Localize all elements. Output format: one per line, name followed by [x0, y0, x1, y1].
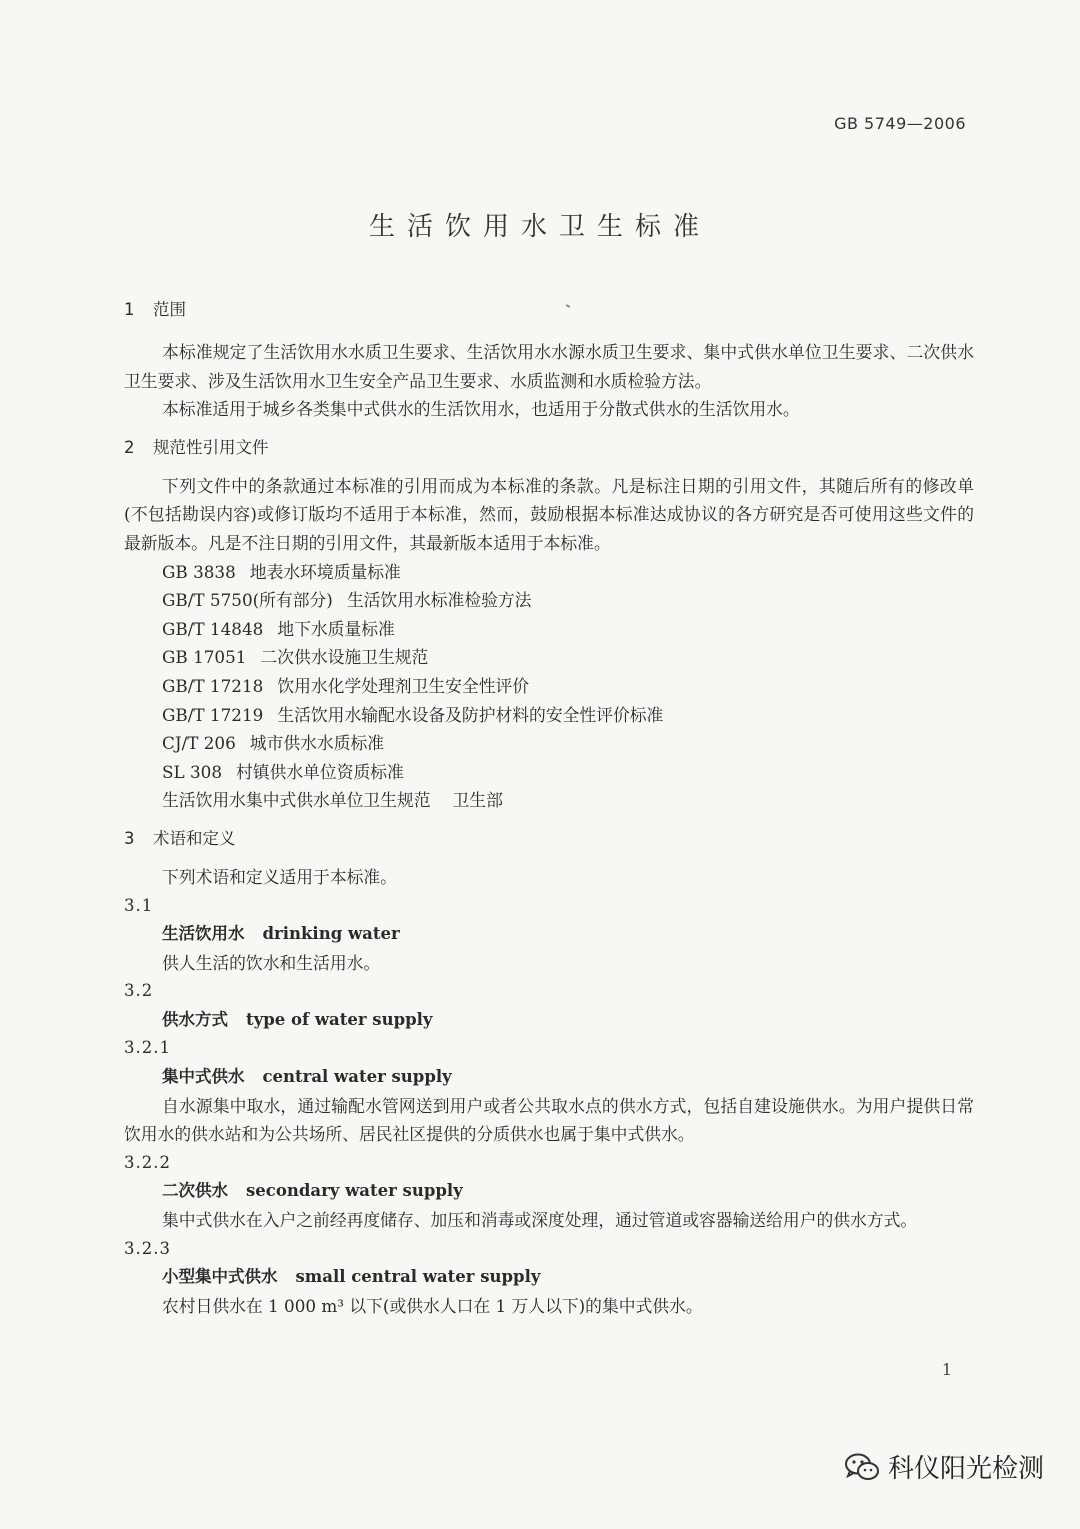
- term-heading: [124, 1006, 974, 1035]
- reference-code: 生活饮用水集中式供水单位卫生规范: [162, 790, 431, 811]
- paragraph: 本标准适用于城乡各类集中式供水的生活饮用水，也适用于分散式供水的生活饮用水。: [162, 399, 800, 420]
- document-body: [124, 296, 974, 1320]
- term-number: 3.2.3: [124, 1238, 171, 1258]
- section-1-heading: [124, 296, 974, 324]
- term-heading: [124, 1263, 974, 1292]
- reference-code: GB/T 14848: [162, 618, 264, 639]
- section-title: 术语和定义: [153, 828, 236, 848]
- term-en: secondary water supply: [246, 1181, 463, 1201]
- term-number: 3.1: [124, 895, 154, 915]
- standard-number: GB 5749—2006: [834, 114, 966, 133]
- reference-name: 地表水环境质量标准: [249, 561, 401, 582]
- term-en: central water supply: [262, 1067, 452, 1087]
- reference-item: [124, 558, 974, 587]
- term-definition: 集中式供水在入户之前经再度储存、加压和消毒或深度处理，通过管道或容器输送给用户的供水方式。: [162, 1210, 918, 1231]
- term-definition: 自水源集中取水，通过输配水管网送到用户或者公共取水点的供水方式，包括自建设施供水。为用户提供日常饮用水的供水站和为公共场所、居民社区提供的分质供水也属于集中式供水。: [124, 1095, 974, 1145]
- section-title: 规范性引用文件: [153, 437, 269, 457]
- watermark: [844, 1448, 1044, 1485]
- reference-code: GB 3838: [162, 561, 236, 582]
- reference-item: [124, 586, 974, 615]
- paragraph: 下列文件中的条款通过本标准的引用而成为本标准的条款。凡是标注日期的引用文件，其随后所有的修改单(不包括勘误内容)或修订版均不适用于本标准，然而，鼓励根据本标准达成协议的各方研究是否可使用这些文件的最新版本。凡是不注日期的引用文件，其最新版本适用于本标准。: [124, 475, 974, 553]
- term-en: drinking water: [262, 924, 400, 944]
- reference-item: [124, 672, 974, 701]
- term-cn: 生活饮用水: [162, 924, 245, 944]
- term-number: 3.2.2: [124, 1152, 171, 1172]
- wechat-icon: [844, 1452, 880, 1482]
- term-cn: 集中式供水: [162, 1067, 245, 1087]
- section-number: 3: [124, 828, 135, 848]
- page-number: 1: [941, 1360, 952, 1379]
- reference-item: [124, 701, 974, 730]
- reference-name: 城市供水水质标准: [249, 733, 385, 754]
- term-heading: [124, 920, 974, 949]
- watermark-text: 科仪阳光检测: [887, 1454, 1044, 1484]
- document-title: 生活饮用水卫生标准: [368, 212, 711, 242]
- reference-code: GB 17051: [162, 647, 247, 668]
- reference-item: [124, 615, 974, 644]
- reference-name: 生活饮用水输配水设备及防护材料的安全性评价标准: [277, 704, 664, 725]
- reference-item: [124, 729, 974, 758]
- reference-code: SL 308: [162, 761, 223, 782]
- term-cn: 小型集中式供水: [162, 1267, 278, 1287]
- term-en: type of water supply: [246, 1009, 433, 1029]
- section-number: 1: [124, 300, 135, 319]
- reference-code: GB/T 17218: [162, 675, 264, 696]
- term-cn: 二次供水: [162, 1181, 228, 1201]
- term-en: small central water supply: [295, 1267, 541, 1287]
- term-number: 3.2: [124, 981, 154, 1001]
- reference-code: CJ/T 206: [162, 733, 236, 754]
- reference-item: [124, 758, 974, 787]
- reference-name: 地下水质量标准: [277, 618, 395, 639]
- paragraph: 下列术语和定义适用于本标准。: [162, 866, 397, 887]
- term-number: 3.2.1: [124, 1038, 171, 1058]
- section-number: 2: [124, 437, 135, 457]
- reference-name: 饮用水化学处理剂卫生安全性评价: [277, 675, 530, 696]
- reference-code: GB/T 17219: [162, 704, 264, 725]
- term-heading: [124, 1177, 974, 1206]
- reference-name: 二次供水设施卫生规范: [260, 647, 429, 668]
- reference-item: [124, 786, 974, 815]
- term-cn: 供水方式: [162, 1009, 228, 1029]
- term-definition: 农村日供水在 1 000 m³ 以下(或供水人口在 1 万人以下)的集中式供水。: [162, 1295, 703, 1316]
- term-definition: 供人生活的饮水和生活用水。: [162, 952, 381, 973]
- term-heading: [124, 1063, 974, 1092]
- section-3-heading: [124, 825, 974, 853]
- reference-name: 生活饮用水标准检验方法: [346, 590, 532, 611]
- paragraph: 本标准规定了生活饮用水水质卫生要求、生活饮用水水源水质卫生要求、集中式供水单位卫生要求、二次供水卫生要求、涉及生活饮用水卫生安全产品卫生要求、水质监测和水质检验方法。: [124, 342, 974, 391]
- reference-item: [124, 643, 974, 672]
- reference-name: 卫生部: [452, 790, 503, 811]
- section-title: 范围: [153, 300, 186, 319]
- reference-name: 村镇供水单位资质标准: [236, 761, 404, 782]
- section-2-heading: [124, 434, 974, 462]
- reference-code: GB/T 5750(所有部分): [162, 590, 333, 611]
